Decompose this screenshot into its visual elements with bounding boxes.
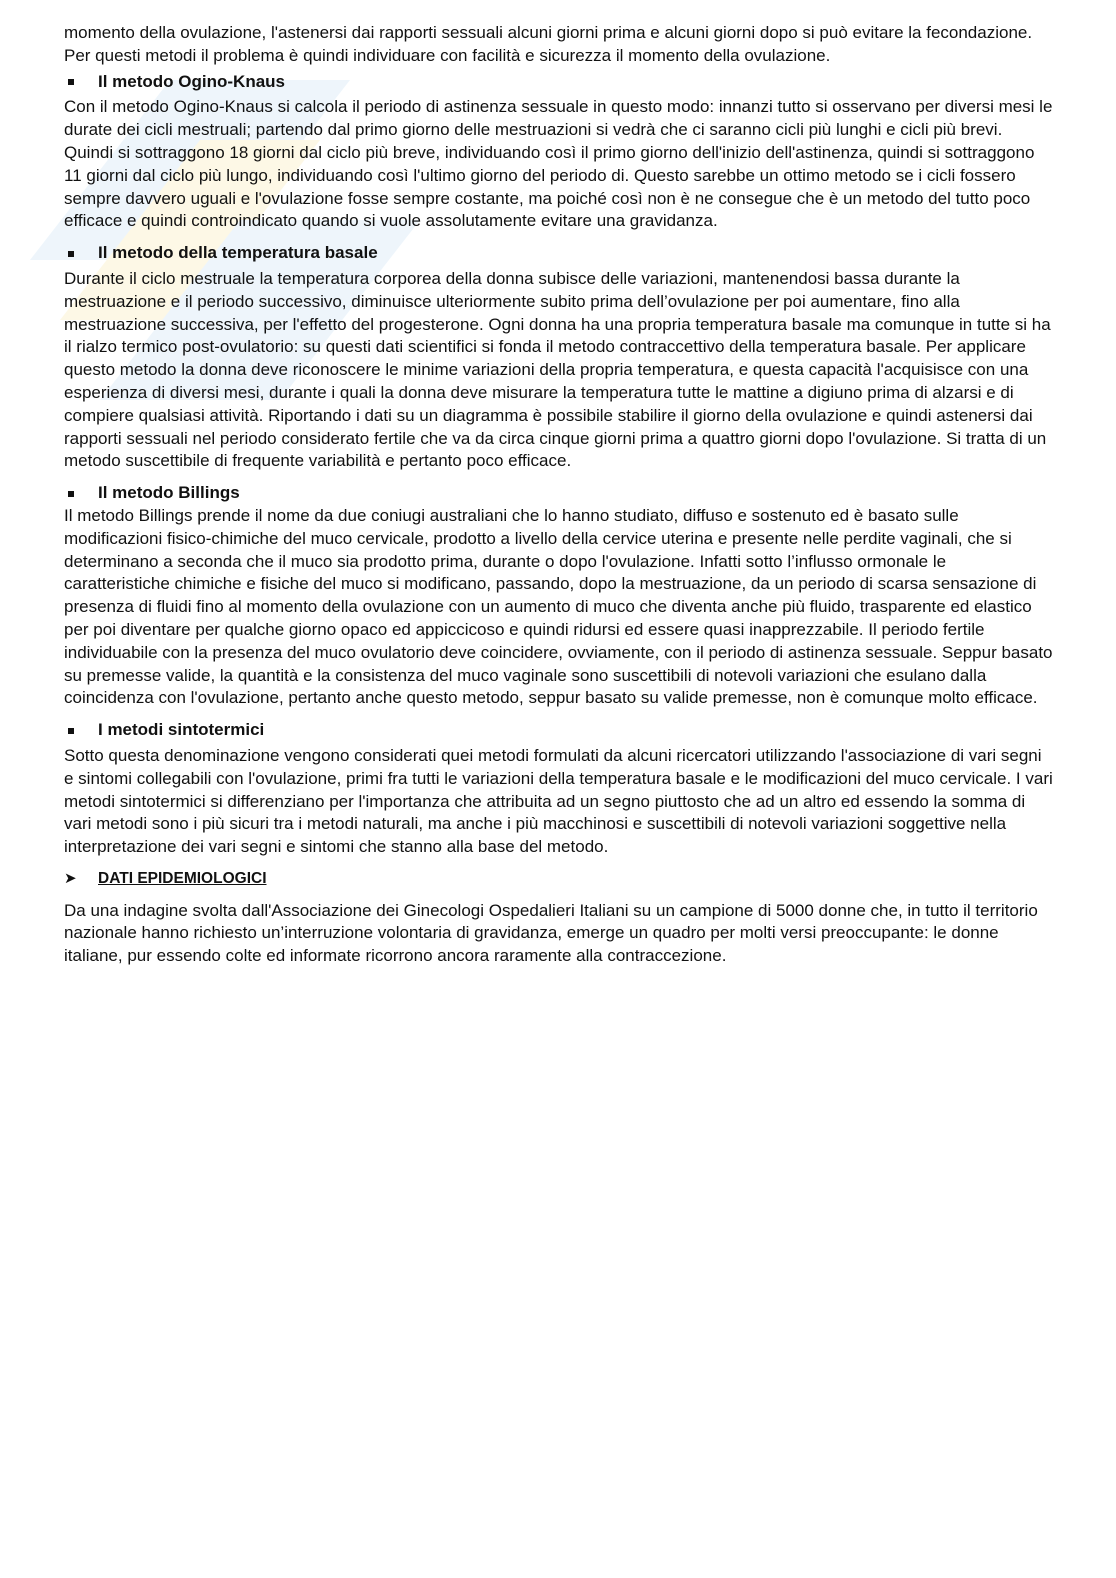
section-title: Il metodo Ogino-Knaus (98, 71, 285, 91)
section-title: I metodi sintotermici (98, 720, 265, 740)
square-bullet-icon (68, 79, 74, 85)
section-body-dati-epidemiologici: Da una indagine svolta dall'Associazione dei Ginecologi Ospedalieri Italiani su un campione di 5000 donne che, in tutto il territorio nazionale hanno richiesto un’interruzione volontaria di gravidanza, emerge un quadro per molti versi preoccupante: le donne italiane, pur essendo colte ed informate ricorrono ancora raramente alla contraccezione. (64, 900, 1038, 966)
section-body-ogino-knaus: Con il metodo Ogino-Knaus si calcola il periodo di astinenza sessuale in questo modo: innanzi tutto si osservano per diversi mesi le durate dei cicli mestruali; partendo dal primo giorno delle mestruazioni si vedrà che ci saranno cicli più lunghi e cicli più brevi. Quindi si sottraggono 18 giorni dal ciclo più breve, individuando così il primo giorno dell'inizio dell'astinenza, quindi si sottraggono 11 giorni dal ciclo più lungo, individuando così l'ultimo giorno del periodo di. Questo sarebbe un ottimo metodo se i cicli fossero sempre davvero uguali e l'ovulazione fosse sempre costante, ma poiché così non è ne consegue che è un metodo del tutto poco efficace e quindi controindicato quando si vuole assolutamente evitare una gravidanza. (64, 97, 1053, 231)
section-heading-sintotermici (64, 719, 1054, 742)
section-title: Il metodo Billings (98, 483, 240, 503)
section-body-billings: Il metodo Billings prende il nome da due coniugi australiani che lo hanno studiato, diffuso e sostenuto ed è basato sulle modificazioni fisico-chimiche del muco cervicale, prodotto a livello della cervice uterina e presente nelle perdite vaginali, che si determinano a seconda che il muco sia prodotto prima, durante o dopo l'ovulazione. Infatti sotto l’influsso ormonale le caratteristiche chimiche e fisiche del muco si modificano, passando, dopo la mestruazione, da un periodo di scarsa sensazione di presenza di fluidi fino al momento della ovulazione con un aumento di muco che diventa anche più fluido, trasparente ed elastico per poi diventare per qualche giorno opaco ed appiccicoso e quindi ridursi ed essere quasi inapprezzabile. Il periodo fertile individuabile con la presenza del muco ovulatorio deve coincidere, ovviamente, con il periodo di astinenza sessuale. Seppur basato su premesse valide, la quantità e la consistenza del muco vaginale sono suscettibili di notevoli variazioni che esulano dalla coincidenza con l'ovulazione, pertanto anche questo metodo, seppur basato su valide premesse, non è comunque molto efficace. (64, 505, 1053, 708)
section-heading-ogino-knaus (64, 71, 1054, 94)
square-bullet-icon (68, 728, 74, 734)
square-bullet-icon (68, 491, 74, 497)
section-title: Il metodo della temperatura basale (98, 243, 378, 263)
section-title: DATI EPIDEMIOLOGICI (98, 869, 267, 887)
intro-paragraph: momento della ovulazione, l'astenersi dai rapporti sessuali alcuni giorni prima e alcuni giorni dopo si può evitare la fecondazione. Per questi metodi il problema è quindi individuare con facilità e sicurezza il momento della ovulazione. (64, 23, 1033, 65)
section-body-sintotermici: Sotto questa denominazione vengono considerati quei metodi formulati da alcuni ricercatori utilizzando l'associazione di vari segni e sintomi collegabili con l'ovulazione, primi fra tutti le variazioni della temperatura basale e le modificazioni del muco cervicale. I vari metodi sintotermici si differenziano per l'importanza che attribuita ad un segno piuttosto che ad un altro ed essendo la somma di vari metodi sono i più sicuri tra i metodi naturali, ma anche i più macchinosi e suscettibili di notevoli variazioni soggettive nella interpretazione dei vari segni e sintomi che stanno alla base del metodo. (64, 745, 1053, 857)
arrow-bullet-icon: ➤ (64, 869, 77, 887)
section-heading-billings (64, 482, 1054, 505)
document-page (64, 22, 1054, 968)
square-bullet-icon (68, 251, 74, 257)
section-body-temperatura-basale: Durante il ciclo mestruale la temperatura corporea della donna subisce delle variazioni, mantenendosi bassa durante la mestruazione e il periodo successivo, diminuisce ulteriormente subito prima dell’ovulazione per poi aumentare, fino alla mestruazione successiva, per l'effetto del progesterone. Ogni donna ha una propria temperatura basale ma comunque in tutte si ha il rialzo termico post-ovulatorio: su questi dati scientifici si fonda il metodo contraccettivo della temperatura basale. Per applicare questo metodo la donna deve riconoscere le minime variazioni della propria temperatura, e questa capacità l'acquisisce con una esperienza di diversi mesi, durante i quali la donna deve misurare la temperatura tutte le mattine a digiuno prima di alzarsi e di compiere qualsiasi attività. Riportando i dati su un diagramma è possibile stabilire il giorno della ovulazione e quindi astenersi dai rapporti sessuali nel periodo considerato fertile che va da circa cinque giorni prima a quattro giorni dopo l'ovulazione. Si tratta di un metodo suscettibile di frequente variabilità e pertanto poco efficace. (64, 268, 1051, 471)
section-heading-temperatura-basale (64, 242, 1054, 265)
section-heading-dati-epidemiologici (64, 868, 1054, 891)
